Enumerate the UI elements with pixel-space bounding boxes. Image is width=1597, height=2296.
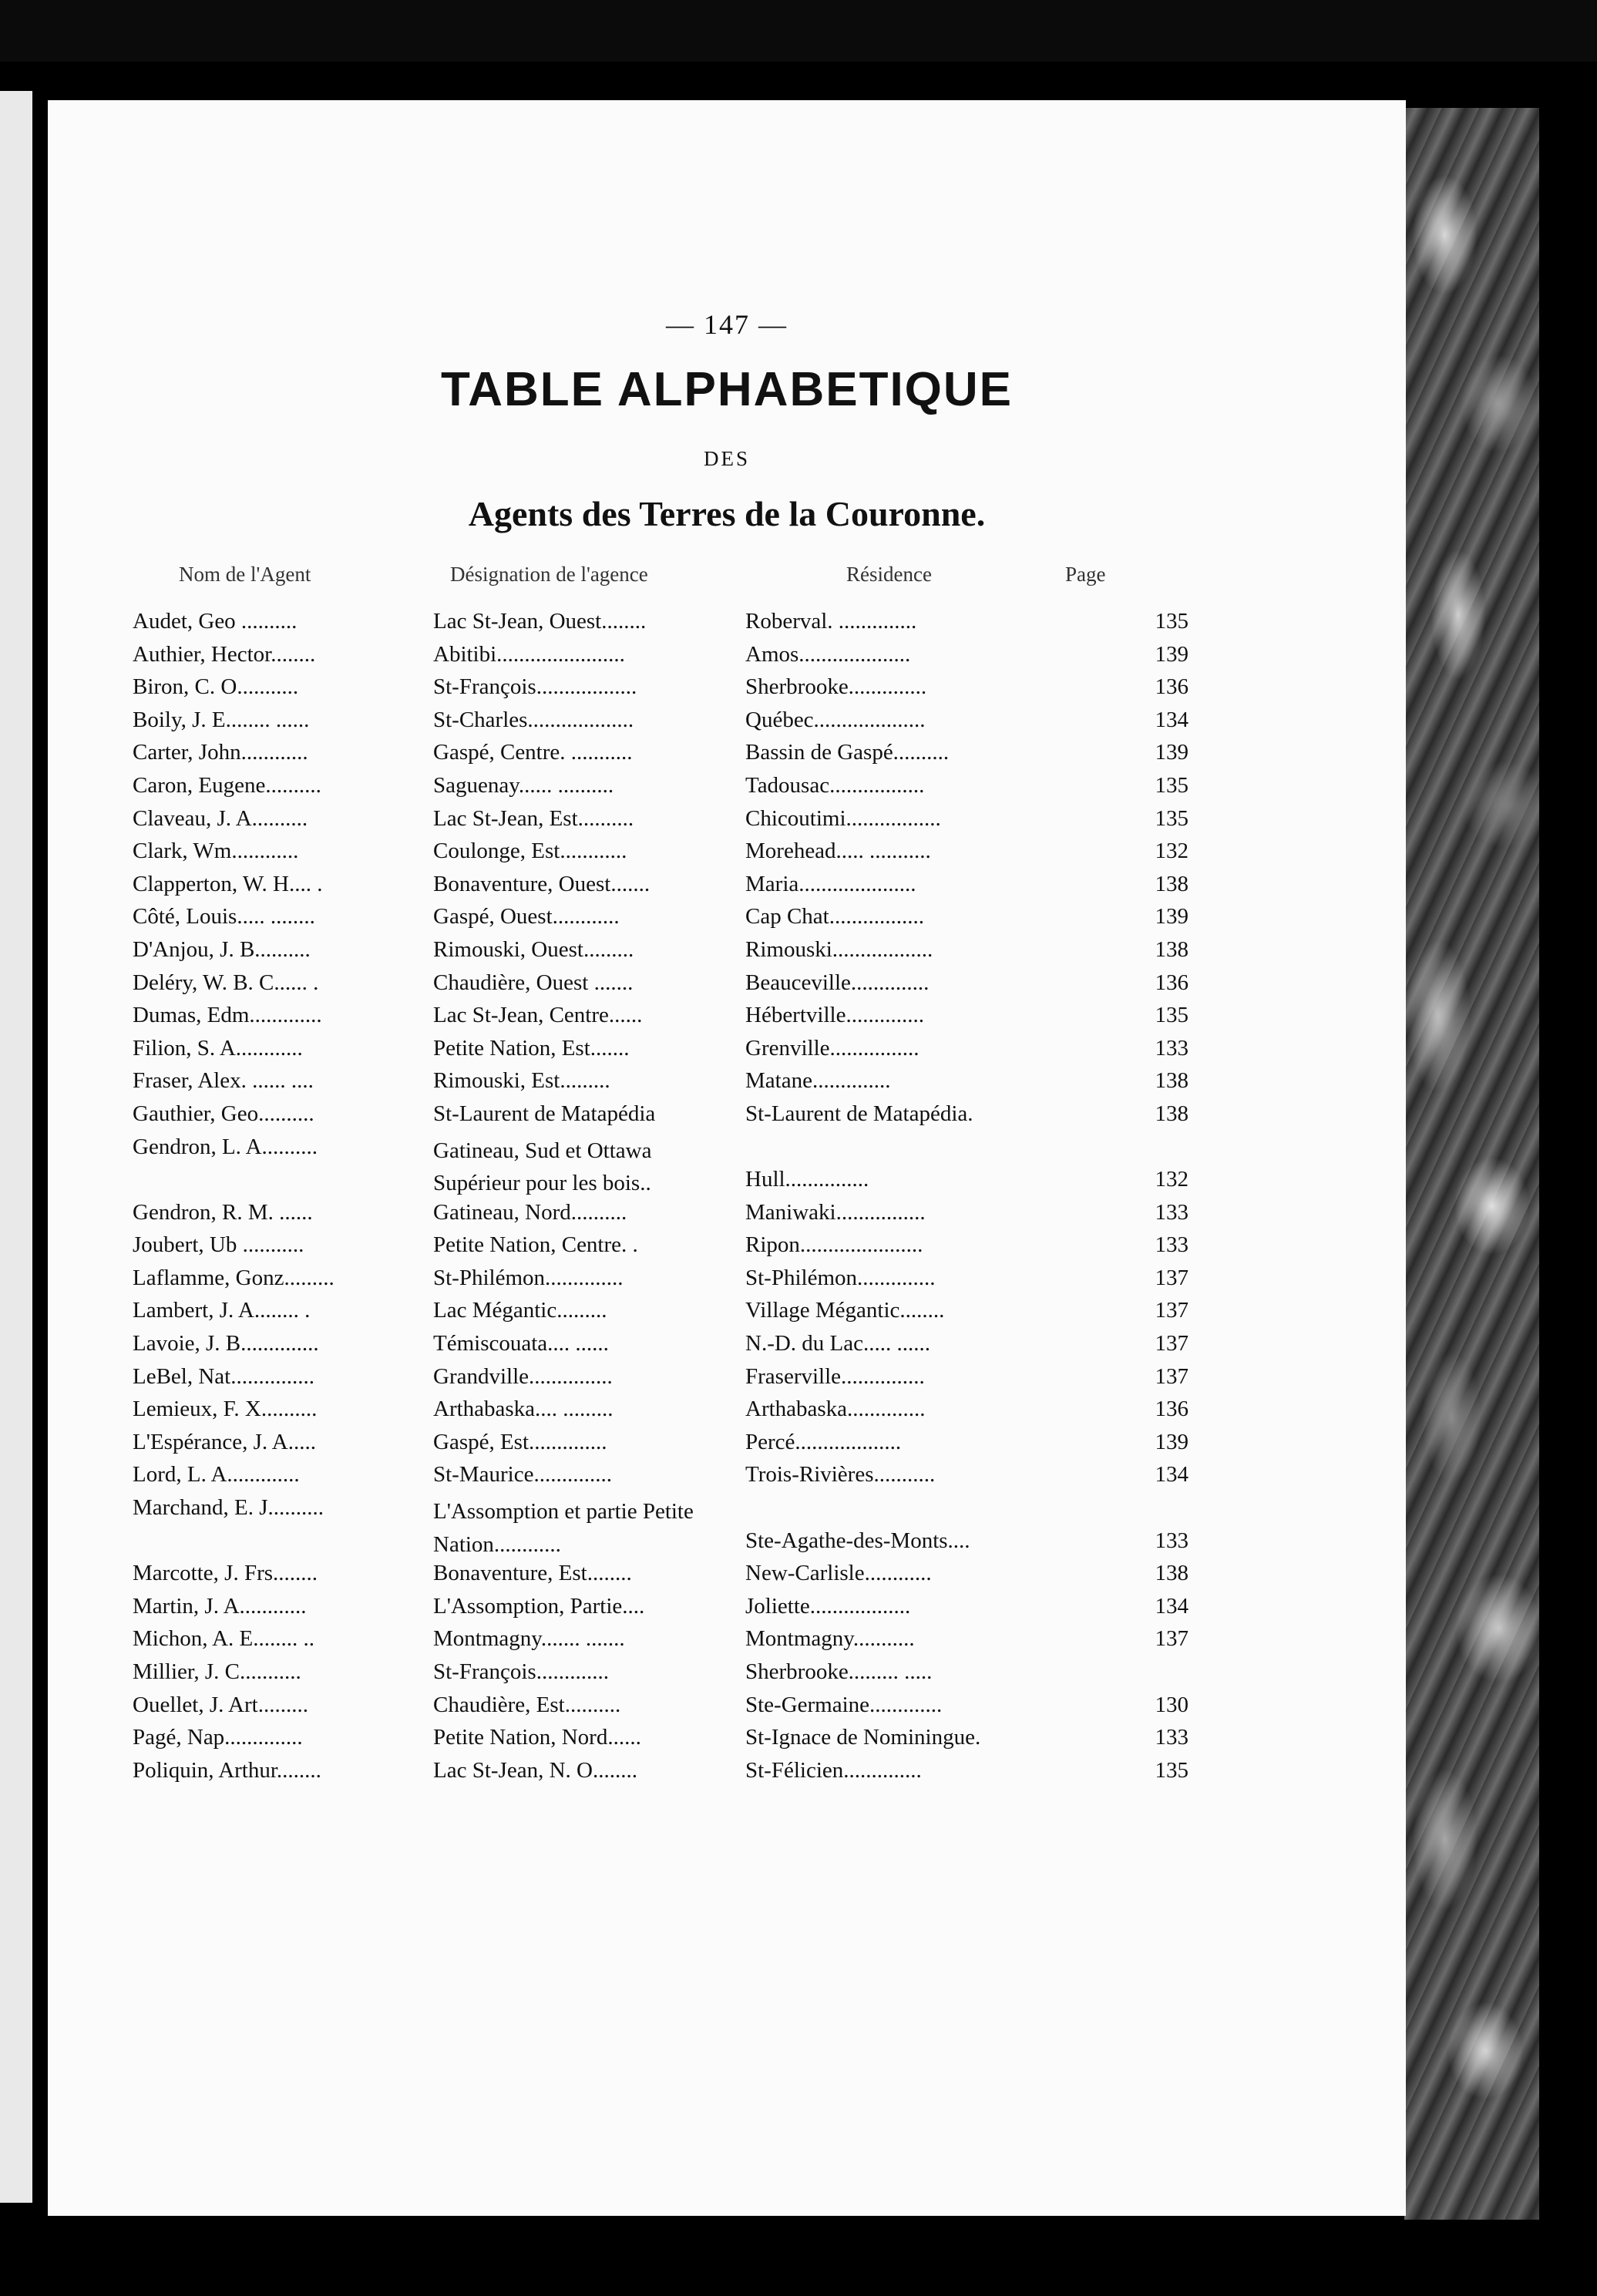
agent-name-cell: Laflamme, Gonz......... — [133, 1265, 335, 1290]
residence-cell: Ripon...................... — [745, 1232, 923, 1258]
residence-cell: Village Mégantic........ — [745, 1298, 945, 1323]
column-header-nom: Nom de l'Agent — [179, 563, 311, 586]
table-row — [133, 1626, 1212, 1659]
residence-cell: Grenville................ — [745, 1035, 920, 1061]
agent-name-cell: Ouellet, J. Art......... — [133, 1692, 308, 1717]
agent-name-cell: Clark, Wm............ — [133, 839, 299, 864]
agent-name-cell: Carter, John............ — [133, 740, 308, 765]
agency-designation-cell: St-Maurice.............. — [433, 1462, 612, 1488]
table-row — [133, 937, 1212, 970]
page-number-cell: 132 — [1155, 1167, 1189, 1192]
page-number: — 147 — — [666, 309, 788, 340]
table-row — [133, 674, 1212, 708]
table-row — [133, 1135, 1212, 1200]
agency-designation-cell: St-Laurent de Matapédia — [433, 1101, 656, 1126]
page-number-cell: 130 — [1155, 1692, 1189, 1717]
agency-designation-cell: St-Charles................... — [433, 707, 634, 732]
agency-designation-cell: St-François.................. — [433, 674, 637, 700]
table-row — [133, 1397, 1212, 1430]
agent-name-cell: Audet, Geo .......... — [133, 609, 298, 634]
table-row — [133, 1298, 1212, 1331]
agency-designation-cell: Lac Mégantic......... — [433, 1298, 607, 1323]
table-row — [133, 1266, 1212, 1299]
page-subtitle: Agents des Terres de la Couronne. — [468, 494, 986, 533]
table-row — [133, 872, 1212, 905]
title-connector: DES — [703, 447, 750, 470]
agency-designation-cell: Gaspé, Ouest............ — [433, 904, 620, 929]
agency-designation-cell: St-Philémon.............. — [433, 1265, 624, 1290]
table-row — [133, 642, 1212, 675]
column-header-designation: Désignation de l'agence — [450, 563, 648, 586]
table-row — [133, 1659, 1212, 1693]
agency-designation-cell: Lac St-Jean, Centre...... — [433, 1003, 643, 1028]
agency-designation-cell: Abitibi....................... — [433, 641, 625, 667]
agency-designation-cell: Lac St-Jean, Ouest........ — [433, 609, 647, 634]
agent-name-cell: Lavoie, J. B.............. — [133, 1331, 319, 1356]
agent-name-cell: Caron, Eugene.......... — [133, 772, 321, 798]
page-number-cell: 138 — [1155, 936, 1189, 962]
agency-designation-cell: Lac St-Jean, Est.......... — [433, 805, 634, 831]
agency-designation-cell: Gaspé, Est.............. — [433, 1429, 607, 1454]
agent-name-cell: LeBel, Nat............... — [133, 1363, 314, 1389]
page-number-cell: 138 — [1155, 1101, 1189, 1126]
agent-name-cell: Authier, Hector........ — [133, 641, 316, 667]
residence-cell: Montmagny........... — [745, 1626, 915, 1652]
page-number-cell: 135 — [1155, 772, 1189, 798]
agency-designation-cell: L'Assomption, Partie.... — [433, 1593, 645, 1619]
residence-cell: Québec.................... — [745, 707, 926, 732]
table-row — [133, 1561, 1212, 1594]
agency-designation-cell: Chaudière, Est.......... — [433, 1692, 621, 1717]
residence-cell: N.-D. du Lac..... ...... — [745, 1331, 931, 1356]
agency-designation-cell: Lac St-Jean, N. O........ — [433, 1757, 637, 1783]
residence-cell: Tadousac................. — [745, 772, 925, 798]
agent-name-cell: Michon, A. E........ .. — [133, 1626, 315, 1652]
agent-name-cell: Gendron, R. M. ...... — [133, 1199, 313, 1225]
agent-name-cell: Martin, J. A............ — [133, 1593, 307, 1619]
table-row — [133, 1068, 1212, 1101]
table-row — [133, 740, 1212, 773]
agency-designation-cell: Gatineau, Nord.......... — [433, 1199, 627, 1225]
residence-cell: Joliette.................. — [745, 1593, 911, 1619]
agent-name-cell: Lord, L. A............. — [133, 1462, 300, 1488]
agency-designation-cell: Arthabaska.... ......... — [433, 1397, 614, 1422]
agency-designation-cell: Montmagny....... ....... — [433, 1626, 625, 1652]
page-number-cell: 139 — [1155, 641, 1189, 667]
document-page — [48, 100, 1406, 2216]
table-row — [133, 806, 1212, 839]
table-row — [133, 609, 1212, 642]
table-row — [133, 1594, 1212, 1627]
agent-name-cell: Gauthier, Geo.......... — [133, 1101, 314, 1126]
page-number-cell: 139 — [1155, 740, 1189, 765]
scan-top-band — [0, 0, 1597, 62]
table-row — [133, 1364, 1212, 1397]
residence-cell: St-Laurent de Matapédia. — [745, 1101, 973, 1126]
marbled-book-edge — [1404, 108, 1539, 2220]
residence-cell: Fraserville............... — [745, 1363, 925, 1389]
table-row — [133, 1430, 1212, 1463]
agency-designation-cell: Rimouski, Est......... — [433, 1068, 610, 1094]
residence-cell: Amos.................... — [745, 641, 911, 667]
residence-cell: St-Philémon.............. — [745, 1265, 936, 1290]
residence-cell: St-Ignace de Nominingue. — [745, 1725, 981, 1750]
agency-designation-cell: Petite Nation, Centre. . — [433, 1232, 638, 1258]
residence-cell: Hull............... — [745, 1167, 869, 1192]
agency-designation-cell: Bonaventure, Est........ — [433, 1561, 632, 1586]
agency-designation-cell: Coulonge, Est............ — [433, 839, 627, 864]
agency-designation-cell: Gatineau, Sud et Ottawa Supérieur pour les bois.. — [433, 1138, 652, 1196]
agent-name-cell: Filion, S. A............ — [133, 1035, 303, 1061]
residence-cell: Ste-Germaine............. — [745, 1692, 943, 1717]
table-row — [133, 904, 1212, 937]
agency-designation-cell: Témiscouata.... ...... — [433, 1331, 609, 1356]
table-row — [133, 1232, 1212, 1266]
residence-cell: Percé................... — [745, 1429, 902, 1454]
page-number-cell: 139 — [1155, 904, 1189, 929]
residence-cell: Chicoutimi................. — [745, 805, 941, 831]
page-number-cell: 133 — [1155, 1199, 1189, 1225]
residence-cell: Maniwaki................ — [745, 1199, 926, 1225]
agent-name-cell: Millier, J. C........... — [133, 1659, 301, 1684]
page-number-cell: 135 — [1155, 1003, 1189, 1028]
page-number-cell: 133 — [1155, 1035, 1189, 1061]
page-number-cell: 137 — [1155, 1331, 1189, 1356]
table-row — [133, 970, 1212, 1003]
agency-designation-cell: Gaspé, Centre. ........... — [433, 740, 633, 765]
table-row — [133, 1200, 1212, 1233]
agent-name-cell: Marchand, E. J.......... — [133, 1495, 324, 1521]
table-row — [133, 1758, 1212, 1791]
agent-name-cell: Deléry, W. B. C...... . — [133, 970, 319, 995]
agency-designation-cell: L'Assomption et partie Petite Nation............ — [433, 1499, 694, 1557]
table-row — [133, 1725, 1212, 1758]
agent-name-cell: Joubert, Ub ........... — [133, 1232, 304, 1258]
residence-cell: Beauceville.............. — [745, 970, 930, 995]
residence-cell: Sherbrooke......... ..... — [745, 1659, 933, 1684]
page-number-cell: 134 — [1155, 1462, 1189, 1488]
table-row — [133, 1331, 1212, 1364]
agency-designation-cell: Saguenay...... .......... — [433, 772, 614, 798]
residence-cell: Maria..................... — [745, 871, 916, 896]
table-row — [133, 708, 1212, 741]
page-number-cell: 134 — [1155, 1593, 1189, 1619]
agent-name-cell: Pagé, Nap.............. — [133, 1725, 303, 1750]
residence-cell: Rimouski.................. — [745, 936, 933, 962]
agent-name-cell: Marcotte, J. Frs........ — [133, 1561, 318, 1586]
page-number-cell: 137 — [1155, 1626, 1189, 1652]
residence-cell: Morehead..... ........... — [745, 839, 931, 864]
agent-name-cell: Claveau, J. A.......... — [133, 805, 308, 831]
table-row — [133, 1495, 1212, 1561]
residence-cell: New-Carlisle............ — [745, 1561, 932, 1586]
page-title: TABLE ALPHABETIQUE — [440, 363, 1014, 416]
residence-cell: Roberval. .............. — [745, 609, 917, 634]
agency-designation-cell: Petite Nation, Est....... — [433, 1035, 630, 1061]
residence-cell: Bassin de Gaspé.......... — [745, 740, 950, 765]
agent-name-cell: D'Anjou, J. B.......... — [133, 936, 311, 962]
page-number-cell: 138 — [1155, 1068, 1189, 1094]
agent-name-cell: Fraser, Alex. ...... .... — [133, 1068, 314, 1094]
agent-name-cell: Dumas, Edm............. — [133, 1003, 322, 1028]
residence-cell: Trois-Rivières........... — [745, 1462, 936, 1488]
agent-name-cell: Côté, Louis..... ........ — [133, 904, 315, 929]
table-row — [133, 1693, 1212, 1726]
agent-name-cell: Gendron, L. A.......... — [133, 1134, 318, 1159]
agent-index-table — [133, 609, 1212, 1790]
residence-cell: Arthabaska.............. — [745, 1397, 926, 1422]
agency-designation-cell: Chaudière, Ouest ....... — [433, 970, 634, 995]
page-number-cell: 133 — [1155, 1528, 1189, 1553]
page-number-cell: 139 — [1155, 1429, 1189, 1454]
agent-name-cell: Clapperton, W. H.... . — [133, 871, 323, 896]
page-number-cell: 135 — [1155, 805, 1189, 831]
page-number-cell: 133 — [1155, 1725, 1189, 1750]
page-number-cell: 135 — [1155, 609, 1189, 634]
agent-name-cell: Boily, J. E........ ...... — [133, 707, 310, 732]
agency-designation-cell: Grandville............... — [433, 1363, 613, 1389]
residence-cell: Sherbrooke.............. — [745, 674, 927, 700]
table-row — [133, 773, 1212, 806]
page-number-cell: 136 — [1155, 970, 1189, 995]
agency-designation-cell: Bonaventure, Ouest....... — [433, 871, 651, 896]
table-row — [133, 1003, 1212, 1036]
agent-name-cell: Poliquin, Arthur........ — [133, 1757, 321, 1783]
residence-cell: Matane.............. — [745, 1068, 891, 1094]
agent-name-cell: Lambert, J. A........ . — [133, 1298, 311, 1323]
agency-designation-cell: Rimouski, Ouest......... — [433, 936, 634, 962]
agency-designation-cell: St-François............. — [433, 1659, 609, 1684]
column-header-page: Page — [1065, 563, 1106, 586]
residence-cell: Cap Chat................. — [745, 904, 924, 929]
table-row — [133, 1036, 1212, 1069]
residence-cell: Hébertville.............. — [745, 1003, 924, 1028]
page-number-cell: 137 — [1155, 1298, 1189, 1323]
page-number-cell: 136 — [1155, 1397, 1189, 1422]
page-number-cell: 135 — [1155, 1757, 1189, 1783]
page-number-cell: 138 — [1155, 871, 1189, 896]
column-header-residence: Résidence — [846, 563, 932, 586]
table-row — [133, 1101, 1212, 1135]
page-number-cell: 136 — [1155, 674, 1189, 700]
table-row — [133, 839, 1212, 872]
page-number-cell: 138 — [1155, 1561, 1189, 1586]
agent-name-cell: Lemieux, F. X.......... — [133, 1397, 318, 1422]
page-number-cell: 132 — [1155, 839, 1189, 864]
page-number-cell: 133 — [1155, 1232, 1189, 1258]
residence-cell: St-Félicien.............. — [745, 1757, 922, 1783]
page-number-cell: 137 — [1155, 1265, 1189, 1290]
table-row — [133, 1462, 1212, 1495]
agent-name-cell: L'Espérance, J. A..... — [133, 1429, 316, 1454]
facing-page-edge — [0, 91, 32, 2203]
page-number-cell: 134 — [1155, 707, 1189, 732]
page-number-cell: 137 — [1155, 1363, 1189, 1389]
agent-name-cell: Biron, C. O........... — [133, 674, 299, 700]
agency-designation-cell: Petite Nation, Nord...... — [433, 1725, 641, 1750]
residence-cell: Ste-Agathe-des-Monts.... — [745, 1528, 970, 1553]
